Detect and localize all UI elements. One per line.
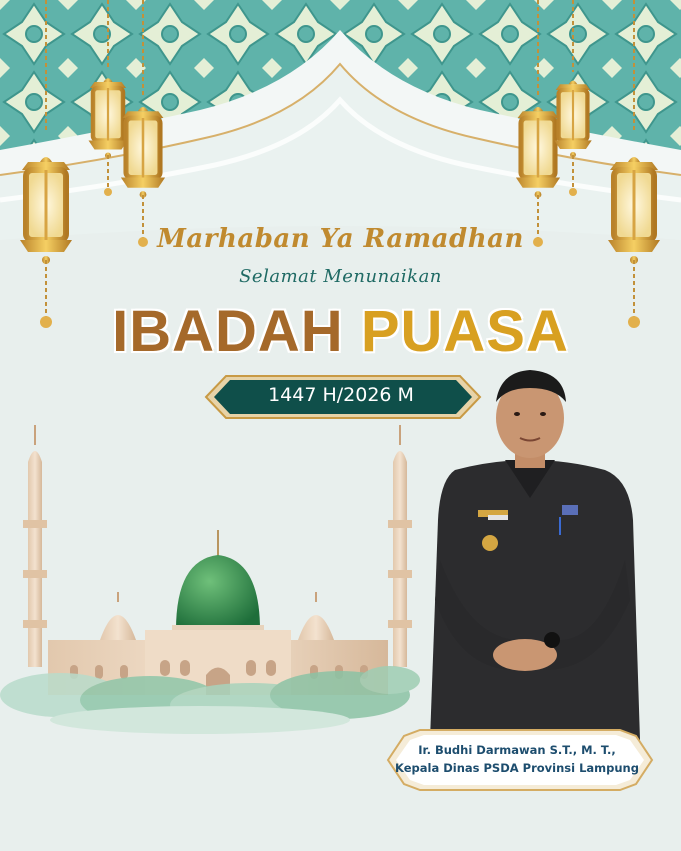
headline-word-puasa: PUASA	[360, 299, 569, 364]
headline-word-ibadah: IBADAH	[112, 299, 344, 364]
official-name: Ir. Budhi Darmawan S.T., M. T.,	[418, 743, 616, 757]
official-title: Kepala Dinas PSDA Provinsi Lampung	[395, 761, 639, 775]
year-badge-text: 1447 H/2026 M	[268, 384, 414, 406]
headline	[0, 298, 681, 365]
greeting-title: Marhaban Ya Ramadhan	[157, 224, 524, 254]
official-caption	[392, 728, 642, 790]
greeting-subtitle: Selamat Menunaikan	[239, 266, 442, 287]
